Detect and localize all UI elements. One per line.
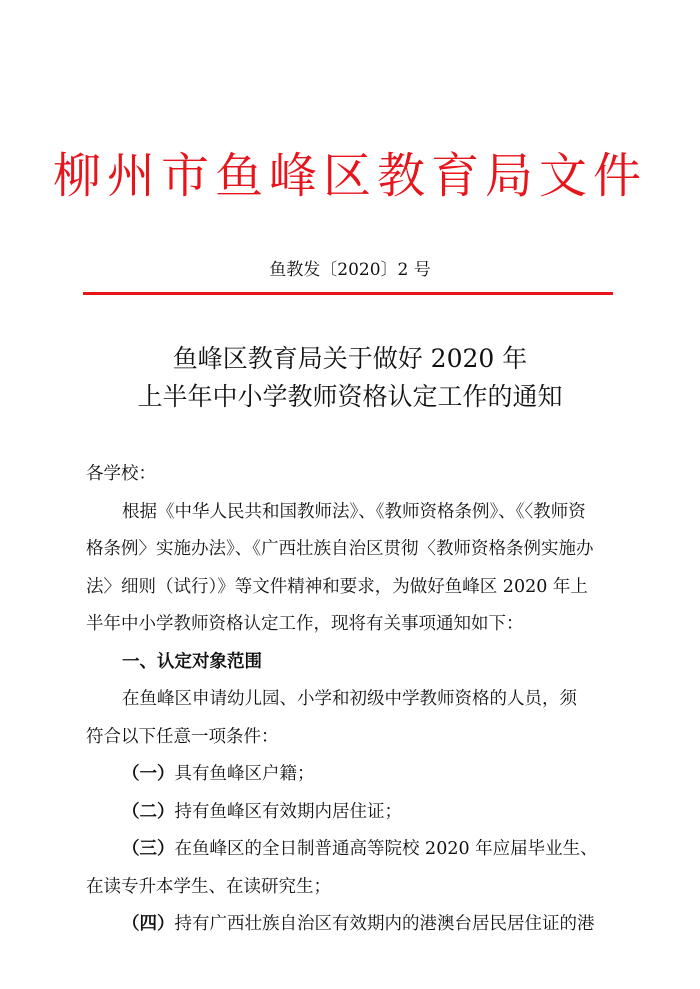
document-number: 鱼教发〔2020〕2 号	[269, 260, 431, 280]
item-marker: （三）	[122, 839, 175, 859]
item-text: 持有鱼峰区有效期内居住证；	[174, 801, 402, 822]
list-item-continuation: 在读专升本学生、在读研究生；	[86, 876, 331, 897]
item-marker: （四）	[122, 914, 175, 934]
list-item	[86, 906, 616, 944]
section-heading: 一、认定对象范围	[122, 651, 262, 672]
list-item	[86, 756, 616, 794]
document-title	[0, 340, 700, 416]
title-line-1: 鱼峰区教育局关于做好 2020 年	[172, 344, 528, 373]
intro-line-1: 根据《中华人民共和国教师法》、《教师资格条例》、《〈教师资	[122, 501, 586, 522]
intro-line-2: 格条例〉实施办法》、《广西壮族自治区贯彻〈教师资格条例实施办	[86, 539, 594, 559]
list-item	[86, 831, 616, 869]
item-marker: （一）	[122, 764, 175, 784]
red-divider-line	[83, 292, 613, 295]
item-marker: （二）	[122, 801, 175, 822]
section-line-1: 在鱼峰区申请幼儿园、小学和初级中学教师资格的人员，须	[122, 689, 577, 709]
intro-line-3: 法〉细则（试行）》等文件精神和要求，为做好鱼峰区 2020 年上	[86, 576, 588, 597]
title-line-2: 上半年中小学教师资格认定工作的通知	[137, 382, 563, 411]
org-header-title: 柳州市鱼峰区教育局文件	[52, 148, 647, 204]
salutation: 各学校：	[86, 464, 156, 484]
list-item	[86, 794, 616, 832]
item-text: 持有广西壮族自治区有效期内的港澳台居民居住证的港	[174, 914, 595, 934]
item-text: 在鱼峰区的全日制普通高等院校 2020 年应届毕业生、	[174, 839, 598, 859]
intro-line-4: 半年中小学教师资格认定工作，现将有关事项通知如下：	[86, 614, 524, 634]
item-text: 具有鱼峰区户籍；	[174, 764, 315, 784]
document-body	[86, 456, 616, 944]
section-line-2: 符合以下任意一项条件：	[86, 726, 279, 747]
